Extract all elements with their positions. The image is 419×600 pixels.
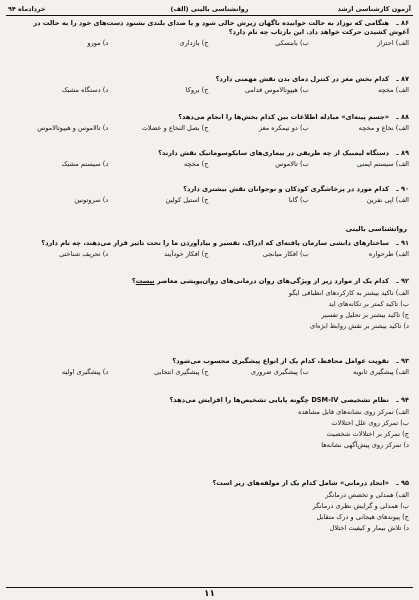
option-a[interactable]: الف) احتزاز — [377, 39, 409, 47]
option-a[interactable]: الف) مخچه — [378, 86, 409, 94]
option-b[interactable]: ب) گابا — [288, 196, 309, 204]
option-b[interactable]: ب) دو نیمکره مغز — [258, 124, 309, 132]
option-c[interactable]: ج) بازداری — [179, 39, 209, 47]
page-header — [6, 2, 413, 16]
answer-options — [8, 490, 409, 534]
option-b[interactable]: ب) افکار میانجی — [262, 250, 309, 258]
answer-options — [8, 288, 409, 332]
option-a[interactable]: الف) طرحواره — [368, 250, 409, 258]
option-d[interactable]: د) سیستم مشبک — [61, 160, 109, 168]
question-stem: ۸۹ ـدستگاه لیمبیک از چه طریقی در بیماری‌های سایکوسوماتیک نقش دارند؟ — [158, 149, 409, 157]
option-c[interactable]: ج) افکار خودآیند — [164, 250, 209, 258]
option-d[interactable]: د) تلاش بیمار و کیفیت اختلال — [329, 524, 409, 532]
option-b[interactable]: ب) تمرکز روی علل اختلالات — [331, 419, 409, 427]
option-a[interactable]: الف) نخاع و مخچه — [358, 124, 409, 132]
exam-date: خردادماه ۹۴ — [8, 5, 46, 13]
option-b[interactable]: ب) بابنسکی — [275, 39, 309, 47]
option-c[interactable]: ج) مخچه — [183, 160, 209, 168]
question-stem: ۸۶ ـهنگامی که نوزاد به حالت خوابیده ناگهان زیرش خالی شود و یا صدای بلندی بشنود دست‌های خود را به حالت در — [33, 19, 409, 27]
option-a[interactable]: الف) سیستم ایمنی — [356, 160, 409, 168]
question-stem: ۹۳ ـتقویت عوامل محافظ، کدام یک از انواع پیشگیری محسوب می‌شود؟ — [172, 357, 409, 365]
section-title: روانشناسی بالینی — [345, 225, 407, 233]
question-87 — [8, 75, 409, 95]
answer-options — [8, 407, 409, 451]
answer-options — [8, 39, 409, 48]
question-95 — [8, 479, 409, 534]
option-a[interactable]: الف) پیشگیری ثانویه — [352, 368, 409, 376]
option-c[interactable]: ج) تاکید بیشتر بر تحلیل و تفسیر — [321, 311, 409, 319]
question-stem: ۹۰ ـکدام مورد در پرخاشگری کودکان و نوجوانان نقش بیشتری دارد؟ — [183, 185, 409, 193]
question-91 — [8, 239, 409, 259]
question-92 — [8, 277, 409, 332]
option-d[interactable]: د) تالاموس و هیپوتالاموس — [37, 124, 109, 132]
option-c[interactable]: ج) تمرکز بر اختلالات شخصیت — [326, 430, 409, 438]
question-stem: ۹۲ ـکدام یک از موارد زیر از ویژگی‌های روان درمانی‌های روان‌پویشی معاصر نیست؟ — [131, 277, 409, 285]
option-a[interactable]: الف) تاکید بیشتر به کارکردهای انطباقی ایگو — [288, 289, 409, 297]
question-94 — [8, 396, 409, 451]
question-88 — [8, 113, 409, 133]
question-stem: ۸۷ ـکدام بخش مغز در کنترل دمای بدن نقش مهمتی دارد؟ — [215, 75, 409, 83]
option-d[interactable]: د) پیشگیری اولیه — [61, 368, 109, 376]
option-c[interactable]: ج) پیشگیری انتخابی — [154, 368, 209, 376]
answer-options — [8, 86, 409, 95]
option-c[interactable]: ج) بصل النخاع و عضلات — [141, 124, 209, 132]
question-stem-continued: آغوش کشیدن حرکت خواهد داد. این بازتاب چه نام دارد؟ — [228, 28, 409, 36]
option-b[interactable]: ب) همدلی و گرایش نظری درمانگر — [312, 502, 409, 510]
question-stem: ۹۱ ـساختارهای دانشی سازمان یافته‌ای که ادراک، تفسیر و بیادآوردن ما را تحت تاثیر قرار می‌دهند، چه نام دارد؟ — [41, 239, 409, 247]
page-number: ۱۱ — [204, 589, 215, 599]
question-stem: ۹۵ ـ«اتحاد درمانی» شامل کدام یک از مولفه‌های زیر است؟ — [212, 479, 409, 487]
question-90 — [8, 185, 409, 205]
option-d[interactable]: د) تمرکز روی پیش‌آگهی نشانه‌ها — [321, 441, 409, 449]
option-d[interactable]: د) تاکید بیشتر بر نقش روابط ابژه‌ای — [310, 322, 409, 330]
footer-rule — [6, 587, 413, 588]
option-a[interactable]: الف) تمرکز روی نشانه‌های قابل مشاهده — [298, 408, 409, 416]
exam-title: آزمون کارشناسی ارشد — [337, 5, 411, 13]
option-c[interactable]: ج) پیوندهای هیجانی و درک متقابل — [316, 513, 409, 521]
answer-options — [8, 196, 409, 205]
option-b[interactable]: ب) تاکید کمتر بر تکانه‌های اید — [328, 300, 409, 308]
option-d[interactable]: د) مورو — [87, 39, 109, 47]
answer-options — [8, 124, 409, 133]
negation-emphasis: نیست — [135, 277, 155, 285]
option-a[interactable]: الف) همدلی و تخصص درمانگر — [325, 491, 409, 499]
option-d[interactable]: د) تحریف شناختی — [59, 250, 109, 258]
question-93 — [8, 357, 409, 377]
answer-options — [8, 160, 409, 169]
option-b[interactable]: ب) پیشگیری ضروری — [250, 368, 309, 376]
option-d[interactable]: د) دستگاه مشبک — [61, 86, 109, 94]
option-c[interactable]: ج) استیل کولین — [165, 196, 209, 204]
booklet-title: روانشناسی بالینی (الف) — [170, 5, 249, 13]
question-stem: ۹۴ ـنظام تشخیصی DSM-IV چگونه پایایی تشخیص‌ها را افزایش می‌دهد؟ — [169, 396, 409, 404]
question-86 — [8, 19, 409, 48]
option-b[interactable]: ب) تالاموس — [275, 160, 309, 168]
option-d[interactable]: د) سروتونین — [74, 196, 109, 204]
answer-options — [8, 250, 409, 259]
question-89 — [8, 149, 409, 169]
option-b[interactable]: ب) هیپوتالاموس قدامی — [244, 86, 309, 94]
option-a[interactable]: الف) اپی نفرین — [366, 196, 409, 204]
question-stem: ۸۸ ـ«جسم پینه‌ای» مبادله اطلاعات بین کدام بخش‌ها را انجام می‌دهد؟ — [178, 113, 409, 121]
option-c[interactable]: ج) بروکا — [185, 86, 209, 94]
answer-options — [8, 368, 409, 377]
